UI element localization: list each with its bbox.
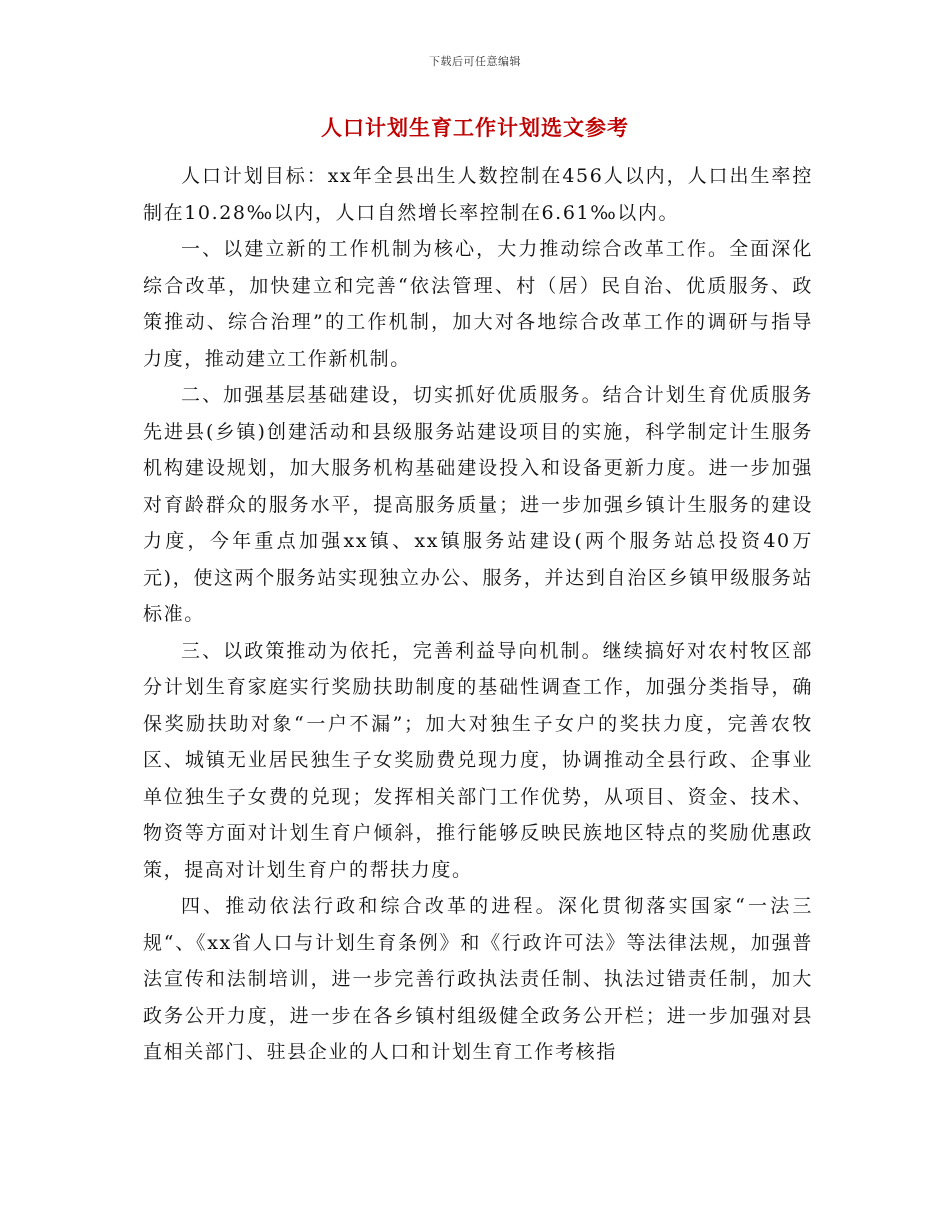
document-body [143, 158, 813, 1071]
paragraph-section-3: 三、以政策推动为依托，完善利益导向机制。继续搞好对农村牧区部分计划生育家庭实行奖励扶助制度的基础性调查工作，加强分类指导，确保奖励扶助对象“一户不漏”；加大对独生子女户的奖扶力度，完善农牧区、城镇无业居民独生子女奖励费兑现力度，协调推动全县行政、企事业单位独生子女费的兑现；发挥相关部门工作优势，从项目、资金、技术、物资等方面对计划生育户倾斜，推行能够反映民族地区特点的奖励优惠政策，提高对计划生育户的帮扶力度。 [143, 639, 813, 881]
paragraph-target: 人口计划目标：xx年全县出生人数控制在456人以内，人口出生率控制在10.28‰以内，人口自然增长率控制在6.61‰以内。 [143, 165, 813, 224]
header-note: 下载后可任意编辑 [429, 55, 521, 68]
document-title: 人口计划生育工作计划选文参考 [321, 116, 629, 140]
paragraph-section-2: 二、加强基层基础建设，切实抓好优质服务。结合计划生育优质服务先进县(乡镇)创建活动和县级服务站建设项目的实施，科学制定计生服务机构建设规划，加大服务机构基础建设投入和设备更新力度。进一步加强对育龄群众的服务水平，提高服务质量；进一步加强乡镇计生服务的建设力度，今年重点加强xx镇、xx镇服务站建设(两个服务站总投资40万元)，使这两个服务站实现独立办公、服务，并达到自治区乡镇甲级服务站标准。 [143, 384, 813, 625]
paragraph-section-1: 一、以建立新的工作机制为核心，大力推动综合改革工作。全面深化综合改革，加快建立和完善“依法管理、村（居）民自治、优质服务、政策推动、综合治理”的工作机制，加大对各地综合改革工作的调研与指导力度，推动建立工作新机制。 [143, 238, 813, 370]
paragraph-section-4: 四、推动依法行政和综合改革的进程。深化贯彻落实国家“一法三规“、《xx省人口与计划生育条例》和《行政许可法》等法律法规，加强普法宣传和法制培训，进一步完善行政执法责任制、执法过错责任制，加大政务公开力度，进一步在各乡镇村组级健全政务公开栏；进一步加强对县直相关部门、驻县企业的人口和计划生育工作考核指 [143, 895, 813, 1063]
